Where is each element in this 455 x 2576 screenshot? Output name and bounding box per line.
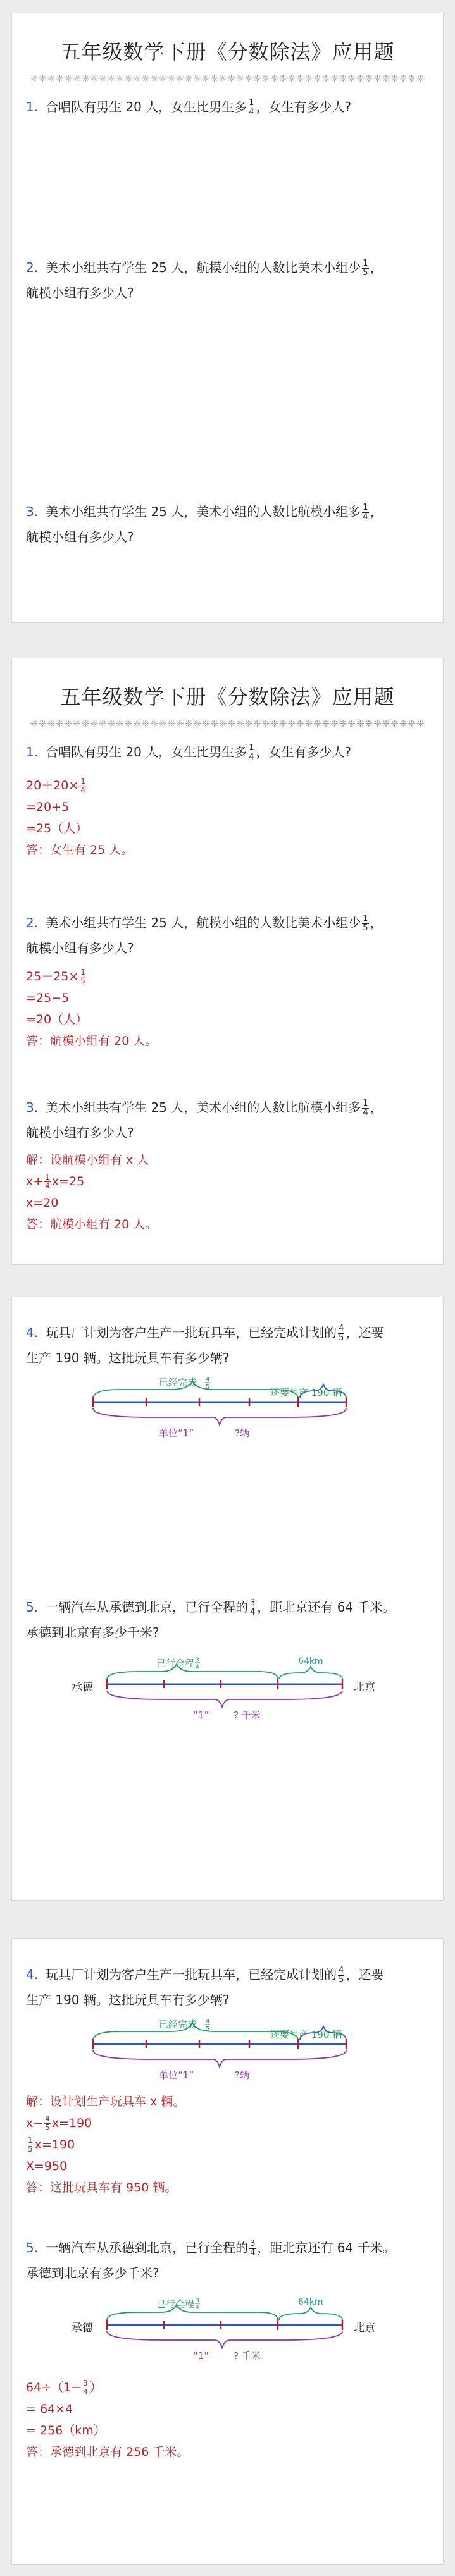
label-start: 承德 (72, 1681, 93, 1694)
label-unknown: ?辆 (235, 2069, 249, 2081)
fraction: $\frac{3}{4}$ (83, 2379, 88, 2396)
question-number: 2. (26, 915, 39, 930)
label-done: 已经完成 (159, 2019, 197, 2030)
label-done-den: 5 (206, 2026, 210, 2033)
label-start: 承德 (72, 2322, 93, 2334)
question-number: 3. (26, 1100, 39, 1115)
worksheet-answers-2 (11, 1938, 444, 2565)
fraction: $\frac{3}{4}$ (250, 2239, 256, 2258)
fraction: $\frac{1}{5}$ (80, 968, 85, 985)
brace-total (107, 2331, 342, 2348)
question-number: 4. (26, 1325, 39, 1340)
label-remain: 64km (298, 2297, 323, 2307)
question-1: 1. 合唱队有男生 20 人，女生比男生多 $\frac{1}{4}$ ，女生有多少人? (26, 98, 352, 117)
label-done-num: 3 (196, 2298, 199, 2304)
title-divider: ❈❈❈❈❈❈❈❈❈❈❈❈❈❈❈❈❈❈❈❈❈❈❈❈❈❈❈❈❈❈❈❈❈❈❈❈❈❈❈❈❈❈❈❈❈❈ (30, 718, 425, 729)
fraction: $\frac{4}{5}$ (339, 1324, 344, 1343)
brace-total (93, 1408, 346, 1425)
question-number: 5. (26, 2240, 39, 2255)
question-4: 4. 玩具厂计划为客户生产一批玩具车，已经完成计划的 $\frac{4}{5}$ ，还要 生产 190 辆。这批玩具车有多少辆? (26, 1966, 384, 2007)
label-done-num: 4 (206, 1376, 210, 1383)
brace-remain (279, 1667, 342, 1679)
label-done: 已行全程 (156, 1658, 195, 1669)
fraction: $\frac{1}{5}$ (28, 2136, 33, 2154)
question-number: 1. (26, 744, 39, 760)
line-diagram-q5 (12, 1653, 444, 1729)
question-5: 5. 一辆汽车从承德到北京，已行全程的 $\frac{3}{4}$ ，距北京还有 64 千米。 承德到北京有多少千米? (26, 2239, 396, 2281)
question-number: 5. (26, 1599, 39, 1615)
label-unknown: ? 千米 (234, 2350, 261, 2362)
question-number: 2. (26, 260, 39, 275)
fraction: $\frac{1}{4}$ (249, 98, 254, 117)
question-1: 1. 合唱队有男生 20 人，女生比男生多 $\frac{1}{4}$ ，女生有多少人? (26, 743, 352, 762)
page-title: 五年级数学下册《分数除法》应用题 (60, 40, 395, 64)
line-diagram-q4 (12, 2014, 444, 2090)
fraction: $\frac{1}{5}$ (363, 259, 368, 278)
worksheet-questions (11, 13, 444, 623)
label-done-den: 4 (196, 1664, 199, 1670)
label-unit: 单位“1” (159, 2069, 194, 2081)
label-end: 北京 (354, 2322, 375, 2334)
answer-5: 64÷（1− $\frac{3}{4}$ ） = 64×4 = 256（km） 答：承德到北京有 256 千米。 (26, 2379, 189, 2459)
page-title: 五年级数学下册《分数除法》应用题 (60, 685, 395, 709)
fraction: $\frac{1}{4}$ (363, 503, 368, 522)
question-3: 3. 美术小组共有学生 25 人，美术小组的人数比航模小组多 $\frac{1}{4}$ ， 航模小组有多少人? (26, 1099, 383, 1140)
label-unit: “1” (193, 1710, 209, 1721)
label-remain: 还要生产 190 辆 (270, 2029, 342, 2040)
question-number: 4. (26, 1967, 39, 1982)
fraction: $\frac{1}{5}$ (363, 914, 368, 933)
label-unit: “1” (193, 2350, 209, 2362)
label-done-den: 5 (206, 1384, 210, 1391)
label-done-den: 4 (196, 2305, 199, 2311)
label-done: 已行全程 (156, 2298, 195, 2310)
label-unknown: ? 千米 (234, 1710, 261, 1721)
question-number: 3. (26, 504, 39, 519)
brace-remain (279, 2307, 342, 2320)
answer-1: 20＋20× $\frac{1}{4}$ =20+5 =25（人） 答：女生有 25 人。 (26, 777, 134, 857)
title-divider: ❈❈❈❈❈❈❈❈❈❈❈❈❈❈❈❈❈❈❈❈❈❈❈❈❈❈❈❈❈❈❈❈❈❈❈❈❈❈❈❈❈❈❈❈❈❈ (30, 73, 425, 84)
answer-3: 解：设航模小组有 x 人 x+ $\frac{1}{4}$ x=25 x=20 答：航模小组有 20 人。 (26, 1153, 158, 1231)
fraction: $\frac{3}{4}$ (250, 1598, 256, 1617)
label-remain: 64km (298, 1656, 323, 1667)
label-done: 已经完成 (159, 1377, 197, 1388)
worksheet-questions-2 (11, 1297, 444, 1901)
label-unit: 单位“1” (159, 1427, 194, 1439)
label-done-num: 4 (206, 2018, 210, 2025)
fraction: $\frac{1}{4}$ (45, 1173, 50, 1190)
question-4: 4. 玩具厂计划为客户生产一批玩具车，已经完成计划的 $\frac{4}{5}$ ，还要 生产 190 辆。这批玩具车有多少辆? (26, 1324, 384, 1365)
fraction: $\frac{1}{4}$ (363, 1099, 368, 1118)
label-done-num: 3 (196, 1657, 199, 1663)
line-diagram-q4 (12, 1372, 444, 1457)
fraction: $\frac{4}{5}$ (45, 2114, 50, 2132)
question-2: 2. 美术小组共有学生 25 人，航模小组的人数比美术小组少 $\frac{1}{5}$ ， 航模小组有多少人? (26, 259, 383, 300)
brace-total (93, 2050, 346, 2067)
worksheet-answers (11, 658, 444, 1265)
question-3: 3. 美术小组共有学生 25 人，美术小组的人数比航模小组多 $\frac{1}{4}$ ， 航模小组有多少人? (26, 503, 383, 545)
fraction: $\frac{1}{4}$ (80, 777, 85, 794)
answer-2: 25－25× $\frac{1}{5}$ =25−5 =20（人） 答：航模小组有 20 人。 (26, 968, 158, 1048)
label-remain: 还要生产 190 辆 (270, 1387, 342, 1398)
label-unknown: ?辆 (235, 1427, 249, 1439)
label-end: 北京 (354, 1681, 375, 1694)
line-diagram-q5 (12, 2293, 444, 2366)
fraction: $\frac{1}{4}$ (249, 743, 254, 762)
question-5: 5. 一辆汽车从承德到北京，已行全程的 $\frac{3}{4}$ ，距北京还有 64 千米。 承德到北京有多少千米? (26, 1598, 396, 1640)
answer-4: 解：设计划生产玩具车 x 辆。 x− $\frac{4}{5}$ x=190 $\frac{1}{5}$ x=190 X=950 答：这批玩具车有 950 辆。 (26, 2095, 185, 2195)
question-number: 1. (26, 99, 39, 114)
brace-total (107, 1691, 342, 1707)
fraction: $\frac{4}{5}$ (339, 1966, 344, 1985)
question-2: 2. 美术小组共有学生 25 人，航模小组的人数比美术小组少 $\frac{1}{5}$ ， 航模小组有多少人? (26, 914, 383, 956)
